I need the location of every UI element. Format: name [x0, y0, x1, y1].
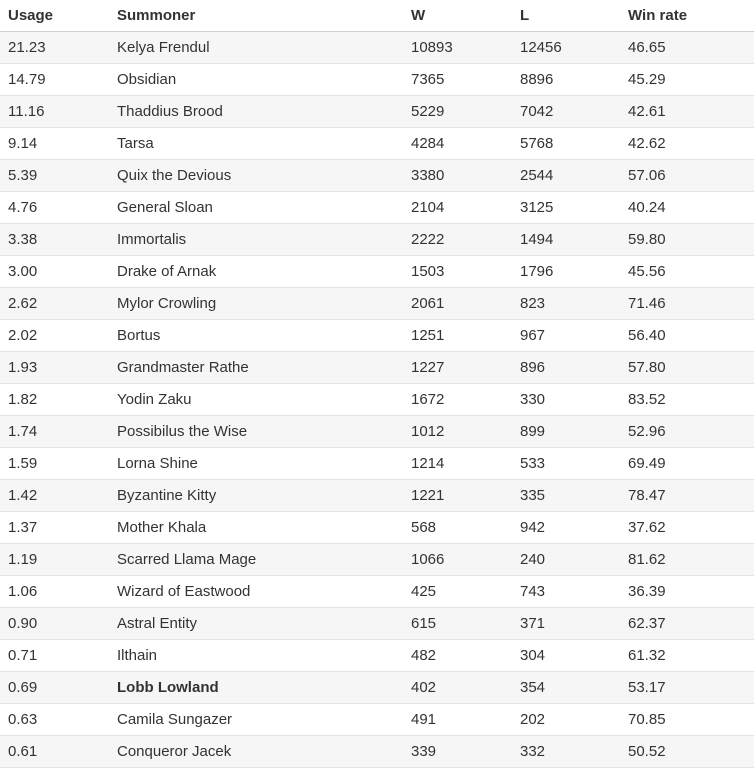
cell-wins: 1221	[403, 480, 512, 512]
cell-summoner: Grandmaster Rathe	[109, 352, 403, 384]
cell-summoner: Yodin Zaku	[109, 384, 403, 416]
cell-losses: 304	[512, 640, 620, 672]
table-row	[0, 704, 754, 736]
header-usage[interactable]: Usage	[0, 0, 109, 32]
cell-win-rate: 45.56	[620, 256, 754, 288]
cell-usage: 21.23	[0, 32, 109, 64]
cell-summoner: Scarred Llama Mage	[109, 544, 403, 576]
table-row	[0, 160, 754, 192]
table-row	[0, 736, 754, 768]
cell-win-rate: 42.61	[620, 96, 754, 128]
cell-summoner: Obsidian	[109, 64, 403, 96]
cell-losses: 335	[512, 480, 620, 512]
cell-wins: 491	[403, 704, 512, 736]
cell-usage: 0.90	[0, 608, 109, 640]
table-row	[0, 480, 754, 512]
cell-losses: 533	[512, 448, 620, 480]
cell-usage: 1.42	[0, 480, 109, 512]
cell-losses: 5768	[512, 128, 620, 160]
cell-losses: 371	[512, 608, 620, 640]
cell-win-rate: 78.47	[620, 480, 754, 512]
cell-summoner: Tarsa	[109, 128, 403, 160]
table-row	[0, 416, 754, 448]
table-body	[0, 32, 754, 768]
header-losses[interactable]: L	[512, 0, 620, 32]
cell-summoner: Astral Entity	[109, 608, 403, 640]
cell-losses: 202	[512, 704, 620, 736]
cell-win-rate: 52.96	[620, 416, 754, 448]
cell-summoner: Wizard of Eastwood	[109, 576, 403, 608]
cell-wins: 339	[403, 736, 512, 768]
cell-usage: 2.02	[0, 320, 109, 352]
table-row	[0, 544, 754, 576]
table-row	[0, 224, 754, 256]
cell-win-rate: 81.62	[620, 544, 754, 576]
cell-wins: 482	[403, 640, 512, 672]
cell-summoner: Kelya Frendul	[109, 32, 403, 64]
cell-losses: 899	[512, 416, 620, 448]
cell-wins: 1251	[403, 320, 512, 352]
cell-usage: 14.79	[0, 64, 109, 96]
cell-usage: 1.82	[0, 384, 109, 416]
cell-losses: 942	[512, 512, 620, 544]
table-row	[0, 288, 754, 320]
table-row	[0, 32, 754, 64]
cell-usage: 0.63	[0, 704, 109, 736]
cell-losses: 1494	[512, 224, 620, 256]
cell-wins: 2061	[403, 288, 512, 320]
cell-wins: 402	[403, 672, 512, 704]
table-row	[0, 672, 754, 704]
cell-summoner: Thaddius Brood	[109, 96, 403, 128]
cell-summoner: Lorna Shine	[109, 448, 403, 480]
cell-summoner: Byzantine Kitty	[109, 480, 403, 512]
cell-wins: 5229	[403, 96, 512, 128]
table-row	[0, 576, 754, 608]
table-row	[0, 352, 754, 384]
cell-wins: 615	[403, 608, 512, 640]
cell-wins: 10893	[403, 32, 512, 64]
cell-wins: 4284	[403, 128, 512, 160]
cell-summoner: Camila Sungazer	[109, 704, 403, 736]
cell-summoner: Mother Khala	[109, 512, 403, 544]
cell-win-rate: 56.40	[620, 320, 754, 352]
cell-win-rate: 61.32	[620, 640, 754, 672]
table-row	[0, 64, 754, 96]
cell-usage: 1.06	[0, 576, 109, 608]
cell-usage: 2.62	[0, 288, 109, 320]
cell-wins: 3380	[403, 160, 512, 192]
cell-win-rate: 71.46	[620, 288, 754, 320]
cell-summoner: Lobb Lowland	[109, 672, 403, 704]
cell-usage: 0.69	[0, 672, 109, 704]
cell-usage: 3.00	[0, 256, 109, 288]
cell-summoner: Ilthain	[109, 640, 403, 672]
cell-wins: 2222	[403, 224, 512, 256]
header-row	[0, 0, 754, 32]
cell-usage: 3.38	[0, 224, 109, 256]
table-row	[0, 128, 754, 160]
cell-usage: 4.76	[0, 192, 109, 224]
table-row	[0, 320, 754, 352]
table-row	[0, 448, 754, 480]
cell-win-rate: 37.62	[620, 512, 754, 544]
table-row	[0, 384, 754, 416]
cell-losses: 240	[512, 544, 620, 576]
cell-win-rate: 62.37	[620, 608, 754, 640]
cell-summoner: Possibilus the Wise	[109, 416, 403, 448]
cell-win-rate: 69.49	[620, 448, 754, 480]
header-summoner[interactable]: Summoner	[109, 0, 403, 32]
cell-summoner: Conqueror Jacek	[109, 736, 403, 768]
cell-losses: 967	[512, 320, 620, 352]
table-row	[0, 640, 754, 672]
cell-summoner: Quix the Devious	[109, 160, 403, 192]
cell-wins: 1066	[403, 544, 512, 576]
cell-losses: 2544	[512, 160, 620, 192]
cell-wins: 2104	[403, 192, 512, 224]
cell-usage: 1.19	[0, 544, 109, 576]
cell-summoner: General Sloan	[109, 192, 403, 224]
table-row	[0, 96, 754, 128]
cell-summoner: Bortus	[109, 320, 403, 352]
cell-losses: 3125	[512, 192, 620, 224]
cell-wins: 1012	[403, 416, 512, 448]
cell-losses: 12456	[512, 32, 620, 64]
cell-usage: 5.39	[0, 160, 109, 192]
cell-losses: 330	[512, 384, 620, 416]
cell-usage: 0.61	[0, 736, 109, 768]
cell-losses: 896	[512, 352, 620, 384]
cell-losses: 8896	[512, 64, 620, 96]
cell-usage: 9.14	[0, 128, 109, 160]
cell-usage: 0.71	[0, 640, 109, 672]
cell-win-rate: 53.17	[620, 672, 754, 704]
cell-win-rate: 59.80	[620, 224, 754, 256]
cell-losses: 354	[512, 672, 620, 704]
table-row	[0, 608, 754, 640]
cell-usage: 1.74	[0, 416, 109, 448]
cell-win-rate: 57.06	[620, 160, 754, 192]
cell-wins: 425	[403, 576, 512, 608]
cell-win-rate: 70.85	[620, 704, 754, 736]
cell-win-rate: 50.52	[620, 736, 754, 768]
cell-summoner: Drake of Arnak	[109, 256, 403, 288]
table-row	[0, 192, 754, 224]
header-wins[interactable]: W	[403, 0, 512, 32]
cell-usage: 1.93	[0, 352, 109, 384]
cell-losses: 823	[512, 288, 620, 320]
cell-summoner: Mylor Crowling	[109, 288, 403, 320]
cell-wins: 1227	[403, 352, 512, 384]
cell-usage: 11.16	[0, 96, 109, 128]
cell-wins: 1214	[403, 448, 512, 480]
cell-win-rate: 57.80	[620, 352, 754, 384]
table-header	[0, 0, 754, 32]
cell-losses: 7042	[512, 96, 620, 128]
header-win-rate[interactable]: Win rate	[620, 0, 754, 32]
cell-win-rate: 46.65	[620, 32, 754, 64]
cell-usage: 1.59	[0, 448, 109, 480]
cell-wins: 1503	[403, 256, 512, 288]
cell-usage: 1.37	[0, 512, 109, 544]
cell-losses: 1796	[512, 256, 620, 288]
cell-win-rate: 42.62	[620, 128, 754, 160]
cell-win-rate: 40.24	[620, 192, 754, 224]
cell-win-rate: 83.52	[620, 384, 754, 416]
table-row	[0, 512, 754, 544]
cell-losses: 743	[512, 576, 620, 608]
cell-losses: 332	[512, 736, 620, 768]
cell-win-rate: 36.39	[620, 576, 754, 608]
table-row	[0, 256, 754, 288]
cell-summoner: Immortalis	[109, 224, 403, 256]
cell-wins: 568	[403, 512, 512, 544]
cell-win-rate: 45.29	[620, 64, 754, 96]
cell-wins: 7365	[403, 64, 512, 96]
cell-wins: 1672	[403, 384, 512, 416]
